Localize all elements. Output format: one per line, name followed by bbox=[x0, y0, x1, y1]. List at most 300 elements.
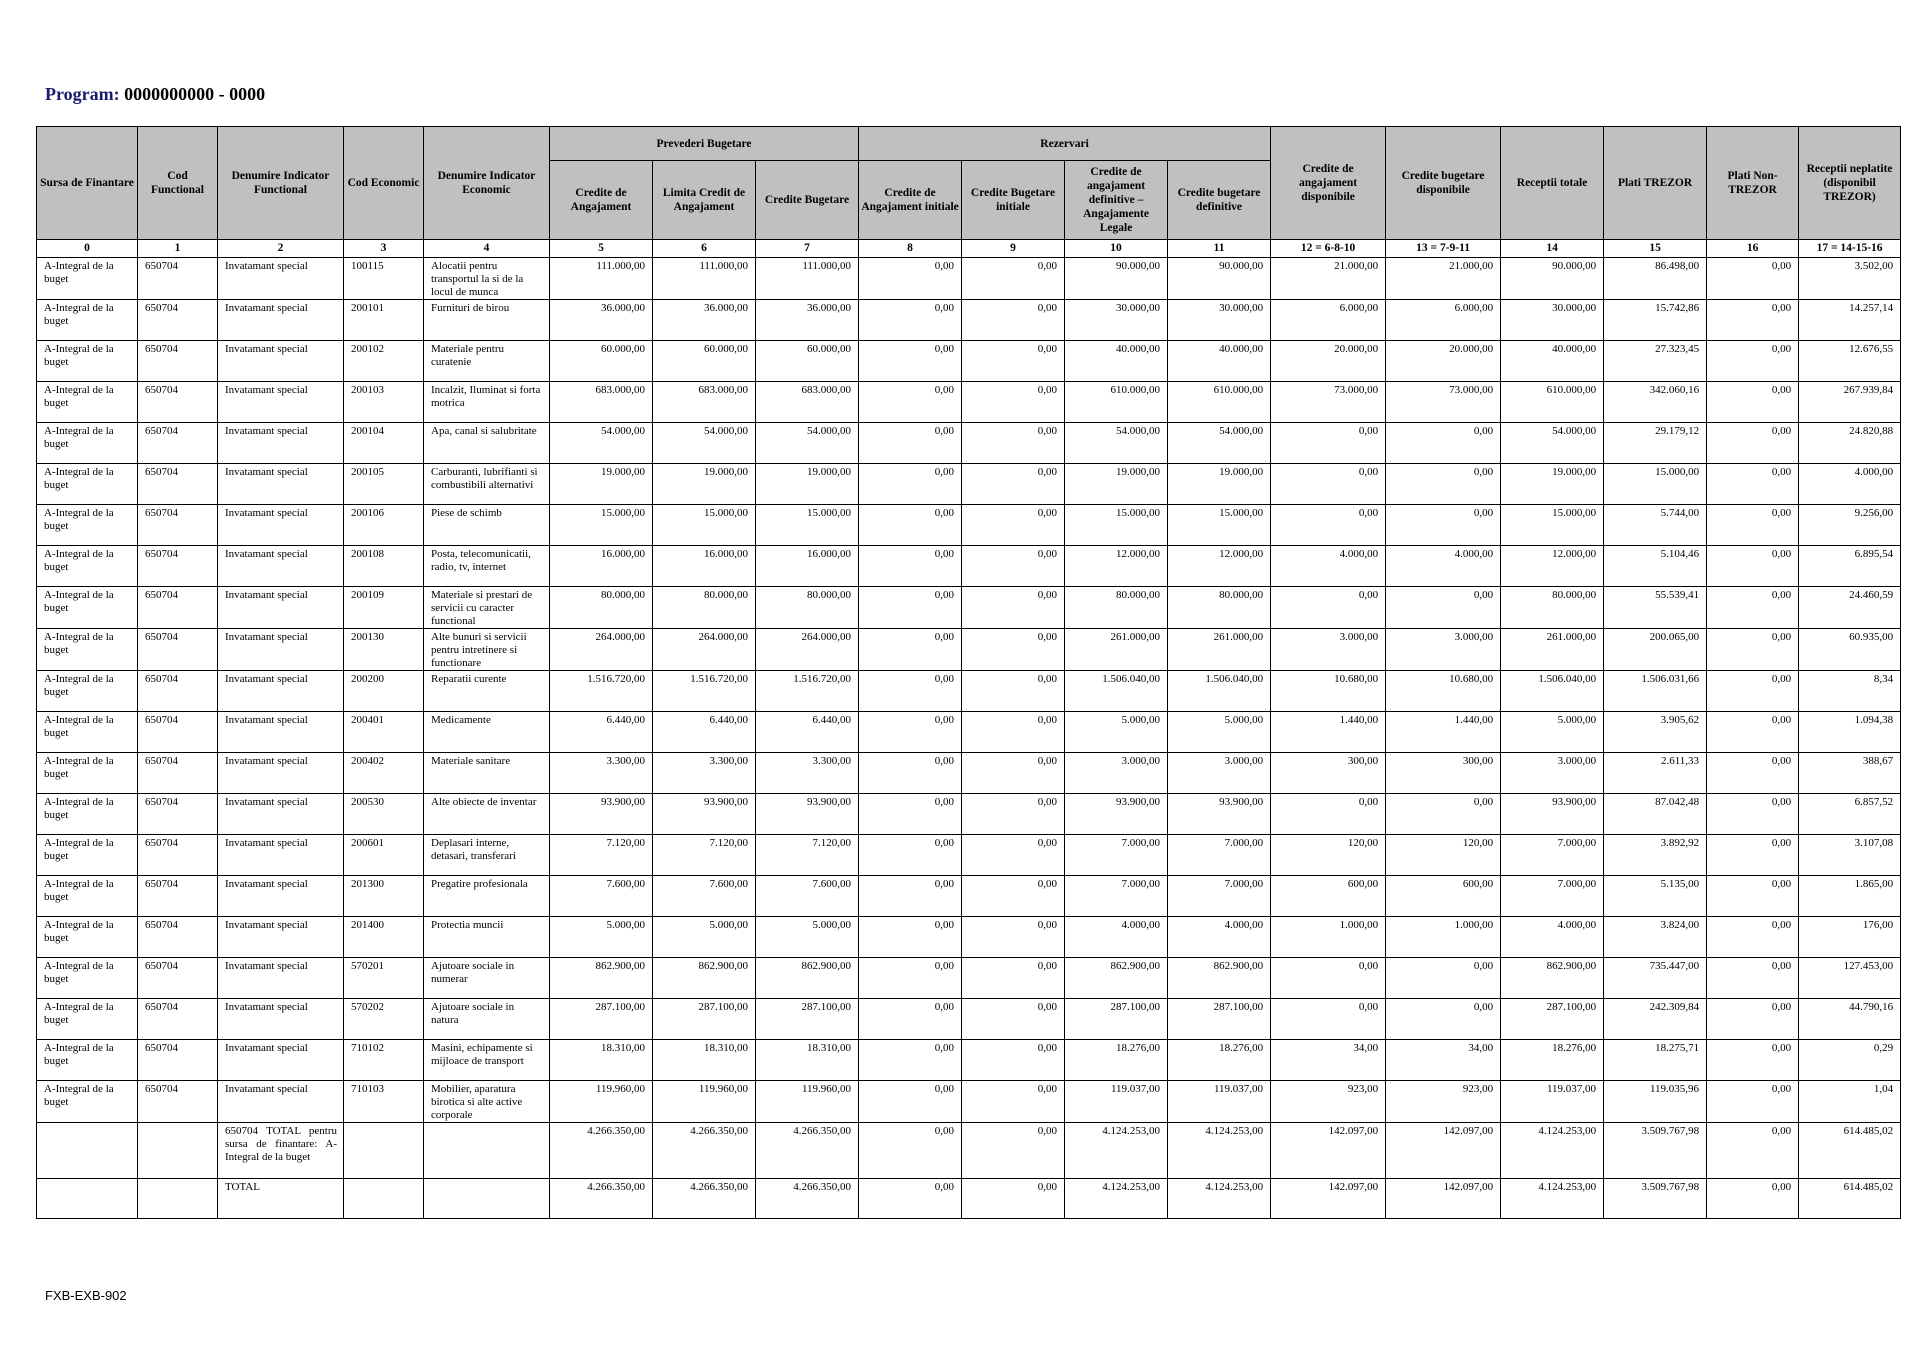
cell-plati-trezor: 200.065,00 bbox=[1604, 629, 1707, 671]
cell-denumire-functional: Invatamant special bbox=[218, 794, 344, 835]
cell-sursa: A-Integral de la buget bbox=[37, 300, 138, 341]
cell-denumire-economic: Materiale pentru curatenie bbox=[424, 341, 550, 382]
cell-plati-trezor: 5.135,00 bbox=[1604, 876, 1707, 917]
cell-cred-bug-initiale: 0,00 bbox=[962, 958, 1065, 999]
cell-receptii-totale: 862.900,00 bbox=[1501, 958, 1604, 999]
cell-denumire-functional: Invatamant special bbox=[218, 835, 344, 876]
cell-cred-ang-initiale: 0,00 bbox=[859, 341, 962, 382]
cell-credite-bugetare: 93.900,00 bbox=[756, 794, 859, 835]
cell-receptii-totale: 3.000,00 bbox=[1501, 753, 1604, 794]
program-value: 0000000000 - 0000 bbox=[124, 84, 266, 104]
cell-cred-ang-definitive: 7.000,00 bbox=[1065, 835, 1168, 876]
cell-receptii-totale: 1.506.040,00 bbox=[1501, 671, 1604, 712]
cell-cred-bug-initiale: 0,00 bbox=[962, 258, 1065, 300]
cell-cod-functional: 650704 bbox=[138, 671, 218, 712]
cell-cod-functional: 650704 bbox=[138, 712, 218, 753]
col-header-receptii-totale: Receptii totale bbox=[1501, 127, 1604, 240]
table-row bbox=[37, 671, 1901, 712]
cell-cod-functional: 650704 bbox=[138, 341, 218, 382]
cell-credite-bugetare: 18.310,00 bbox=[756, 1040, 859, 1081]
cell-credite-angajament: 36.000,00 bbox=[550, 300, 653, 341]
cell-cred-ang-initiale: 0,00 bbox=[859, 999, 962, 1040]
cell-receptii-neplatite: 8,34 bbox=[1799, 671, 1901, 712]
column-number: 9 bbox=[962, 240, 1065, 258]
cell-credite-bugetare: 1.516.720,00 bbox=[756, 671, 859, 712]
cell-cod-functional: 650704 bbox=[138, 1040, 218, 1081]
cell-plati-trezor: 735.447,00 bbox=[1604, 958, 1707, 999]
cell-cred-bug-disponibile: 1.440,00 bbox=[1386, 712, 1501, 753]
cell-sursa: A-Integral de la buget bbox=[37, 999, 138, 1040]
cell-cred-bug-disponibile: 600,00 bbox=[1386, 876, 1501, 917]
column-number: 6 bbox=[653, 240, 756, 258]
cell-plati-non-trezor: 0,00 bbox=[1707, 999, 1799, 1040]
cell-receptii-totale: 610.000,00 bbox=[1501, 382, 1604, 423]
col-header-denumire-economic: Denumire Indicator Economic bbox=[424, 127, 550, 240]
cell-credite-bugetare: 7.600,00 bbox=[756, 876, 859, 917]
cell-plati-non-trezor: 0,00 bbox=[1707, 1081, 1799, 1123]
table-row bbox=[37, 423, 1901, 464]
cell-cred-bug-initiale: 0,00 bbox=[962, 382, 1065, 423]
cell-cred-bug-disponibile: 20.000,00 bbox=[1386, 341, 1501, 382]
cell-denumire-functional: Invatamant special bbox=[218, 464, 344, 505]
cell-denumire-economic bbox=[424, 1123, 550, 1179]
cell-cod-functional: 650704 bbox=[138, 958, 218, 999]
cell-receptii-totale: 7.000,00 bbox=[1501, 876, 1604, 917]
cell-cred-ang-disponibile: 142.097,00 bbox=[1271, 1179, 1386, 1219]
cell-cred-bug-disponibile: 142.097,00 bbox=[1386, 1179, 1501, 1219]
cell-plati-trezor: 3.905,62 bbox=[1604, 712, 1707, 753]
cell-cred-bug-disponibile: 0,00 bbox=[1386, 587, 1501, 629]
cell-cred-ang-definitive: 4.124.253,00 bbox=[1065, 1179, 1168, 1219]
cell-receptii-totale: 4.124.253,00 bbox=[1501, 1179, 1604, 1219]
cell-denumire-functional: Invatamant special bbox=[218, 258, 344, 300]
cell-limita-credit: 6.440,00 bbox=[653, 712, 756, 753]
group-header-rezervari: Rezervari bbox=[859, 127, 1271, 161]
col-header-credite-bugetare: Credite Bugetare bbox=[756, 161, 859, 240]
col-header-receptii-neplatite: Receptii neplatite (disponibil TREZOR) bbox=[1799, 127, 1901, 240]
column-number: 4 bbox=[424, 240, 550, 258]
cell-plati-non-trezor: 0,00 bbox=[1707, 423, 1799, 464]
cell-receptii-neplatite: 3.502,00 bbox=[1799, 258, 1901, 300]
cell-cred-bug-definitive: 40.000,00 bbox=[1168, 341, 1271, 382]
cell-limita-credit: 7.600,00 bbox=[653, 876, 756, 917]
cell-plati-non-trezor: 0,00 bbox=[1707, 546, 1799, 587]
cell-receptii-neplatite: 1.865,00 bbox=[1799, 876, 1901, 917]
cell-cod-functional: 650704 bbox=[138, 1081, 218, 1123]
table-row bbox=[37, 753, 1901, 794]
cell-cred-ang-initiale: 0,00 bbox=[859, 1040, 962, 1081]
cell-cred-bug-definitive: 15.000,00 bbox=[1168, 505, 1271, 546]
cell-cod-economic: 200601 bbox=[344, 835, 424, 876]
cell-sursa bbox=[37, 1123, 138, 1179]
cell-limita-credit: 80.000,00 bbox=[653, 587, 756, 629]
cell-receptii-totale: 30.000,00 bbox=[1501, 300, 1604, 341]
cell-credite-bugetare: 16.000,00 bbox=[756, 546, 859, 587]
cell-cred-bug-initiale: 0,00 bbox=[962, 341, 1065, 382]
cell-cred-bug-initiale: 0,00 bbox=[962, 876, 1065, 917]
cell-limita-credit: 119.960,00 bbox=[653, 1081, 756, 1123]
cell-plati-trezor: 3.892,92 bbox=[1604, 835, 1707, 876]
cell-credite-bugetare: 862.900,00 bbox=[756, 958, 859, 999]
column-number: 14 bbox=[1501, 240, 1604, 258]
cell-sursa: A-Integral de la buget bbox=[37, 794, 138, 835]
cell-plati-trezor: 15.742,86 bbox=[1604, 300, 1707, 341]
cell-receptii-totale: 18.276,00 bbox=[1501, 1040, 1604, 1081]
cell-credite-bugetare: 5.000,00 bbox=[756, 917, 859, 958]
cell-denumire-functional: Invatamant special bbox=[218, 1040, 344, 1081]
cell-denumire-functional: Invatamant special bbox=[218, 341, 344, 382]
cell-plati-non-trezor: 0,00 bbox=[1707, 1040, 1799, 1081]
cell-denumire-economic: Masini, echipamente si mijloace de transport bbox=[424, 1040, 550, 1081]
program-label: Program: bbox=[45, 84, 120, 104]
cell-receptii-neplatite: 0,29 bbox=[1799, 1040, 1901, 1081]
table-row bbox=[37, 712, 1901, 753]
cell-cod-functional: 650704 bbox=[138, 546, 218, 587]
total-row bbox=[37, 1179, 1901, 1219]
cell-cred-bug-initiale: 0,00 bbox=[962, 1179, 1065, 1219]
cell-denumire-economic: Protectia muncii bbox=[424, 917, 550, 958]
cell-cod-functional: 650704 bbox=[138, 794, 218, 835]
cell-sursa: A-Integral de la buget bbox=[37, 258, 138, 300]
cell-denumire-economic: Posta, telecomunicatii, radio, tv, internet bbox=[424, 546, 550, 587]
table-row bbox=[37, 794, 1901, 835]
cell-receptii-neplatite: 614.485,02 bbox=[1799, 1123, 1901, 1179]
cell-cred-bug-disponibile: 34,00 bbox=[1386, 1040, 1501, 1081]
cell-sursa bbox=[37, 1179, 138, 1219]
cell-cred-bug-initiale: 0,00 bbox=[962, 1081, 1065, 1123]
col-header-credite-angajament: Credite de Angajament bbox=[550, 161, 653, 240]
cell-cod-functional bbox=[138, 1179, 218, 1219]
cell-denumire-economic: Alte obiecte de inventar bbox=[424, 794, 550, 835]
cell-cred-ang-disponibile: 21.000,00 bbox=[1271, 258, 1386, 300]
cell-cod-economic: 200130 bbox=[344, 629, 424, 671]
cell-plati-non-trezor: 0,00 bbox=[1707, 300, 1799, 341]
cell-cod-economic bbox=[344, 1123, 424, 1179]
cell-plati-non-trezor: 0,00 bbox=[1707, 958, 1799, 999]
cell-cred-ang-disponibile: 0,00 bbox=[1271, 794, 1386, 835]
column-number: 8 bbox=[859, 240, 962, 258]
col-header-cred-bug-definitive: Credite bugetare definitive bbox=[1168, 161, 1271, 240]
cell-cred-bug-definitive: 30.000,00 bbox=[1168, 300, 1271, 341]
cell-cred-bug-definitive: 4.124.253,00 bbox=[1168, 1123, 1271, 1179]
cell-denumire-economic: Alte bunuri si servicii pentru intretinere si functionare bbox=[424, 629, 550, 671]
cell-limita-credit: 7.120,00 bbox=[653, 835, 756, 876]
cell-receptii-neplatite: 6.857,52 bbox=[1799, 794, 1901, 835]
cell-cred-bug-definitive: 1.506.040,00 bbox=[1168, 671, 1271, 712]
cell-plati-trezor: 87.042,48 bbox=[1604, 794, 1707, 835]
cell-plati-trezor: 3.509.767,98 bbox=[1604, 1179, 1707, 1219]
cell-credite-bugetare: 19.000,00 bbox=[756, 464, 859, 505]
col-header-cred-ang-disponibile: Credite de angajament disponibile bbox=[1271, 127, 1386, 240]
cell-cred-ang-definitive: 4.124.253,00 bbox=[1065, 1123, 1168, 1179]
cell-cod-functional: 650704 bbox=[138, 835, 218, 876]
col-header-cod-economic: Cod Economic bbox=[344, 127, 424, 240]
table-row bbox=[37, 546, 1901, 587]
column-number: 3 bbox=[344, 240, 424, 258]
column-number: 5 bbox=[550, 240, 653, 258]
cell-receptii-neplatite: 9.256,00 bbox=[1799, 505, 1901, 546]
column-number: 7 bbox=[756, 240, 859, 258]
col-header-denumire-functional: Denumire Indicator Functional bbox=[218, 127, 344, 240]
cell-receptii-totale: 4.124.253,00 bbox=[1501, 1123, 1604, 1179]
cell-cred-ang-initiale: 0,00 bbox=[859, 753, 962, 794]
cell-sursa: A-Integral de la buget bbox=[37, 341, 138, 382]
cell-receptii-neplatite: 127.453,00 bbox=[1799, 958, 1901, 999]
cell-sursa: A-Integral de la buget bbox=[37, 958, 138, 999]
cell-cred-ang-disponibile: 600,00 bbox=[1271, 876, 1386, 917]
cell-cod-economic: 100115 bbox=[344, 258, 424, 300]
cell-denumire-economic: Incalzit, Iluminat si forta motrica bbox=[424, 382, 550, 423]
cell-receptii-neplatite: 24.460,59 bbox=[1799, 587, 1901, 629]
cell-receptii-totale: 4.000,00 bbox=[1501, 917, 1604, 958]
cell-credite-bugetare: 80.000,00 bbox=[756, 587, 859, 629]
cell-cred-bug-disponibile: 3.000,00 bbox=[1386, 629, 1501, 671]
cell-receptii-neplatite: 60.935,00 bbox=[1799, 629, 1901, 671]
cell-plati-non-trezor: 0,00 bbox=[1707, 876, 1799, 917]
cell-credite-angajament: 15.000,00 bbox=[550, 505, 653, 546]
cell-credite-angajament: 264.000,00 bbox=[550, 629, 653, 671]
cell-limita-credit: 1.516.720,00 bbox=[653, 671, 756, 712]
cell-cred-ang-initiale: 0,00 bbox=[859, 1179, 962, 1219]
cell-cod-functional: 650704 bbox=[138, 917, 218, 958]
cell-sursa: A-Integral de la buget bbox=[37, 753, 138, 794]
col-header-plati-non-trezor: Plati Non-TREZOR bbox=[1707, 127, 1799, 240]
cell-denumire-economic: Ajutoare sociale in numerar bbox=[424, 958, 550, 999]
cell-credite-bugetare: 4.266.350,00 bbox=[756, 1179, 859, 1219]
cell-cred-bug-definitive: 610.000,00 bbox=[1168, 382, 1271, 423]
cell-limita-credit: 287.100,00 bbox=[653, 999, 756, 1040]
cell-cred-ang-definitive: 54.000,00 bbox=[1065, 423, 1168, 464]
table-row bbox=[37, 505, 1901, 546]
cell-denumire-economic: Deplasari interne, detasari, transferari bbox=[424, 835, 550, 876]
cell-denumire-economic: Alocatii pentru transportul la si de la locul de munca bbox=[424, 258, 550, 300]
cell-cred-bug-definitive: 19.000,00 bbox=[1168, 464, 1271, 505]
cell-cred-bug-definitive: 5.000,00 bbox=[1168, 712, 1271, 753]
cell-cred-ang-initiale: 0,00 bbox=[859, 423, 962, 464]
cell-cred-ang-initiale: 0,00 bbox=[859, 1123, 962, 1179]
cell-cred-bug-disponibile: 4.000,00 bbox=[1386, 546, 1501, 587]
cell-cred-ang-initiale: 0,00 bbox=[859, 958, 962, 999]
cell-credite-angajament: 16.000,00 bbox=[550, 546, 653, 587]
col-header-cred-bug-disponibile: Credite bugetare disponibile bbox=[1386, 127, 1501, 240]
table-row bbox=[37, 258, 1901, 300]
cell-cod-economic: 200102 bbox=[344, 341, 424, 382]
cell-denumire-functional: 650704 TOTAL pentru sursa de finantare: A-Integral de la buget bbox=[218, 1123, 344, 1179]
cell-cred-ang-initiale: 0,00 bbox=[859, 835, 962, 876]
cell-cred-ang-definitive: 12.000,00 bbox=[1065, 546, 1168, 587]
cell-cred-ang-definitive: 7.000,00 bbox=[1065, 876, 1168, 917]
cell-cred-ang-disponibile: 300,00 bbox=[1271, 753, 1386, 794]
cell-cod-economic: 200402 bbox=[344, 753, 424, 794]
column-number: 13 = 7-9-11 bbox=[1386, 240, 1501, 258]
cell-cred-bug-disponibile: 73.000,00 bbox=[1386, 382, 1501, 423]
cell-cred-ang-initiale: 0,00 bbox=[859, 505, 962, 546]
cell-cred-bug-disponibile: 0,00 bbox=[1386, 794, 1501, 835]
cell-credite-bugetare: 264.000,00 bbox=[756, 629, 859, 671]
cell-sursa: A-Integral de la buget bbox=[37, 1081, 138, 1123]
cell-cred-ang-disponibile: 142.097,00 bbox=[1271, 1123, 1386, 1179]
column-number: 11 bbox=[1168, 240, 1271, 258]
cell-credite-angajament: 18.310,00 bbox=[550, 1040, 653, 1081]
cell-cred-ang-disponibile: 0,00 bbox=[1271, 999, 1386, 1040]
cell-limita-credit: 18.310,00 bbox=[653, 1040, 756, 1081]
cell-cred-bug-initiale: 0,00 bbox=[962, 835, 1065, 876]
cell-credite-bugetare: 7.120,00 bbox=[756, 835, 859, 876]
cell-cred-ang-initiale: 0,00 bbox=[859, 587, 962, 629]
cell-plati-non-trezor: 0,00 bbox=[1707, 629, 1799, 671]
cell-cred-ang-disponibile: 10.680,00 bbox=[1271, 671, 1386, 712]
cell-cred-bug-definitive: 287.100,00 bbox=[1168, 999, 1271, 1040]
cell-denumire-economic: Medicamente bbox=[424, 712, 550, 753]
cell-cod-economic: 200530 bbox=[344, 794, 424, 835]
cell-cod-economic: 200103 bbox=[344, 382, 424, 423]
cell-receptii-totale: 5.000,00 bbox=[1501, 712, 1604, 753]
cell-plati-non-trezor: 0,00 bbox=[1707, 794, 1799, 835]
table-row bbox=[37, 464, 1901, 505]
cell-denumire-functional: Invatamant special bbox=[218, 671, 344, 712]
cell-plati-non-trezor: 0,00 bbox=[1707, 1123, 1799, 1179]
column-number: 17 = 14-15-16 bbox=[1799, 240, 1901, 258]
table-row bbox=[37, 1040, 1901, 1081]
cell-limita-credit: 36.000,00 bbox=[653, 300, 756, 341]
cell-denumire-economic bbox=[424, 1179, 550, 1219]
cell-cred-ang-disponibile: 1.440,00 bbox=[1271, 712, 1386, 753]
cell-receptii-neplatite: 388,67 bbox=[1799, 753, 1901, 794]
table-row bbox=[37, 300, 1901, 341]
cell-receptii-neplatite: 3.107,08 bbox=[1799, 835, 1901, 876]
cell-credite-angajament: 4.266.350,00 bbox=[550, 1179, 653, 1219]
cell-cred-bug-disponibile: 0,00 bbox=[1386, 423, 1501, 464]
cell-denumire-functional: Invatamant special bbox=[218, 505, 344, 546]
cell-credite-angajament: 287.100,00 bbox=[550, 999, 653, 1040]
cell-receptii-totale: 54.000,00 bbox=[1501, 423, 1604, 464]
cell-cred-ang-disponibile: 1.000,00 bbox=[1271, 917, 1386, 958]
cell-sursa: A-Integral de la buget bbox=[37, 712, 138, 753]
cell-cod-functional: 650704 bbox=[138, 505, 218, 546]
cell-cred-bug-disponibile: 0,00 bbox=[1386, 464, 1501, 505]
cell-credite-bugetare: 54.000,00 bbox=[756, 423, 859, 464]
cell-credite-bugetare: 3.300,00 bbox=[756, 753, 859, 794]
cell-cred-ang-disponibile: 20.000,00 bbox=[1271, 341, 1386, 382]
cell-cred-ang-initiale: 0,00 bbox=[859, 876, 962, 917]
cell-plati-non-trezor: 0,00 bbox=[1707, 1179, 1799, 1219]
cell-cod-economic: 710103 bbox=[344, 1081, 424, 1123]
cell-receptii-totale: 119.037,00 bbox=[1501, 1081, 1604, 1123]
column-number: 2 bbox=[218, 240, 344, 258]
cell-cod-economic: 710102 bbox=[344, 1040, 424, 1081]
cell-cred-ang-definitive: 862.900,00 bbox=[1065, 958, 1168, 999]
cell-denumire-economic: Furnituri de birou bbox=[424, 300, 550, 341]
cell-cod-functional: 650704 bbox=[138, 423, 218, 464]
cell-cred-ang-disponibile: 923,00 bbox=[1271, 1081, 1386, 1123]
col-header-cred-bug-initiale: Credite Bugetare initiale bbox=[962, 161, 1065, 240]
cell-cred-bug-disponibile: 10.680,00 bbox=[1386, 671, 1501, 712]
cell-cred-ang-definitive: 3.000,00 bbox=[1065, 753, 1168, 794]
cell-cod-functional: 650704 bbox=[138, 382, 218, 423]
col-header-plati-trezor: Plati TREZOR bbox=[1604, 127, 1707, 240]
cell-limita-credit: 16.000,00 bbox=[653, 546, 756, 587]
cell-cred-bug-definitive: 3.000,00 bbox=[1168, 753, 1271, 794]
cell-cod-economic: 200104 bbox=[344, 423, 424, 464]
table-row bbox=[37, 1081, 1901, 1123]
cell-receptii-totale: 7.000,00 bbox=[1501, 835, 1604, 876]
cell-denumire-economic: Mobilier, aparatura birotica si alte active corporale bbox=[424, 1081, 550, 1123]
cell-limita-credit: 60.000,00 bbox=[653, 341, 756, 382]
cell-cred-ang-initiale: 0,00 bbox=[859, 546, 962, 587]
cell-cod-functional: 650704 bbox=[138, 464, 218, 505]
cell-cred-bug-definitive: 862.900,00 bbox=[1168, 958, 1271, 999]
cell-cred-ang-disponibile: 0,00 bbox=[1271, 958, 1386, 999]
cell-receptii-neplatite: 44.790,16 bbox=[1799, 999, 1901, 1040]
column-number: 0 bbox=[37, 240, 138, 258]
cell-limita-credit: 54.000,00 bbox=[653, 423, 756, 464]
cell-cred-bug-initiale: 0,00 bbox=[962, 505, 1065, 546]
cell-cred-bug-initiale: 0,00 bbox=[962, 917, 1065, 958]
cell-denumire-economic: Carburanti, lubrifianti si combustibili alternativi bbox=[424, 464, 550, 505]
cell-plati-trezor: 55.539,41 bbox=[1604, 587, 1707, 629]
cell-cred-ang-definitive: 5.000,00 bbox=[1065, 712, 1168, 753]
cell-receptii-totale: 12.000,00 bbox=[1501, 546, 1604, 587]
cell-cred-bug-disponibile: 300,00 bbox=[1386, 753, 1501, 794]
cell-receptii-neplatite: 6.895,54 bbox=[1799, 546, 1901, 587]
table-row bbox=[37, 917, 1901, 958]
cell-cred-ang-disponibile: 6.000,00 bbox=[1271, 300, 1386, 341]
cell-cred-bug-disponibile: 21.000,00 bbox=[1386, 258, 1501, 300]
cell-cred-ang-definitive: 15.000,00 bbox=[1065, 505, 1168, 546]
cell-receptii-totale: 40.000,00 bbox=[1501, 341, 1604, 382]
cell-receptii-totale: 93.900,00 bbox=[1501, 794, 1604, 835]
cell-cod-economic: 200106 bbox=[344, 505, 424, 546]
cell-plati-non-trezor: 0,00 bbox=[1707, 505, 1799, 546]
cell-limita-credit: 19.000,00 bbox=[653, 464, 756, 505]
cell-denumire-functional: Invatamant special bbox=[218, 999, 344, 1040]
cell-plati-non-trezor: 0,00 bbox=[1707, 835, 1799, 876]
cell-cred-ang-initiale: 0,00 bbox=[859, 464, 962, 505]
cell-receptii-neplatite: 4.000,00 bbox=[1799, 464, 1901, 505]
cell-limita-credit: 5.000,00 bbox=[653, 917, 756, 958]
cell-plati-trezor: 242.309,84 bbox=[1604, 999, 1707, 1040]
cell-credite-bugetare: 60.000,00 bbox=[756, 341, 859, 382]
cell-cred-ang-initiale: 0,00 bbox=[859, 629, 962, 671]
col-header-cred-ang-definitive: Credite de angajament definitive – Angajamente Legale bbox=[1065, 161, 1168, 240]
cell-plati-trezor: 3.824,00 bbox=[1604, 917, 1707, 958]
cell-cred-ang-definitive: 19.000,00 bbox=[1065, 464, 1168, 505]
cell-cred-ang-definitive: 30.000,00 bbox=[1065, 300, 1168, 341]
cell-plati-non-trezor: 0,00 bbox=[1707, 753, 1799, 794]
cell-cred-bug-definitive: 7.000,00 bbox=[1168, 835, 1271, 876]
cell-plati-trezor: 18.275,71 bbox=[1604, 1040, 1707, 1081]
cell-cred-bug-initiale: 0,00 bbox=[962, 464, 1065, 505]
cell-cod-economic: 570201 bbox=[344, 958, 424, 999]
cell-receptii-neplatite: 1,04 bbox=[1799, 1081, 1901, 1123]
cell-cred-bug-definitive: 7.000,00 bbox=[1168, 876, 1271, 917]
cell-denumire-economic: Materiale sanitare bbox=[424, 753, 550, 794]
cell-cred-ang-definitive: 18.276,00 bbox=[1065, 1040, 1168, 1081]
cell-credite-angajament: 862.900,00 bbox=[550, 958, 653, 999]
cell-cred-ang-definitive: 610.000,00 bbox=[1065, 382, 1168, 423]
cell-cred-bug-disponibile: 120,00 bbox=[1386, 835, 1501, 876]
cell-cred-bug-initiale: 0,00 bbox=[962, 1123, 1065, 1179]
cell-cod-economic: 200108 bbox=[344, 546, 424, 587]
cell-cred-bug-disponibile: 6.000,00 bbox=[1386, 300, 1501, 341]
cell-plati-non-trezor: 0,00 bbox=[1707, 258, 1799, 300]
cell-credite-bugetare: 683.000,00 bbox=[756, 382, 859, 423]
cell-sursa: A-Integral de la buget bbox=[37, 587, 138, 629]
cell-receptii-totale: 90.000,00 bbox=[1501, 258, 1604, 300]
table-row bbox=[37, 587, 1901, 629]
table-row bbox=[37, 341, 1901, 382]
cell-cred-ang-disponibile: 0,00 bbox=[1271, 505, 1386, 546]
